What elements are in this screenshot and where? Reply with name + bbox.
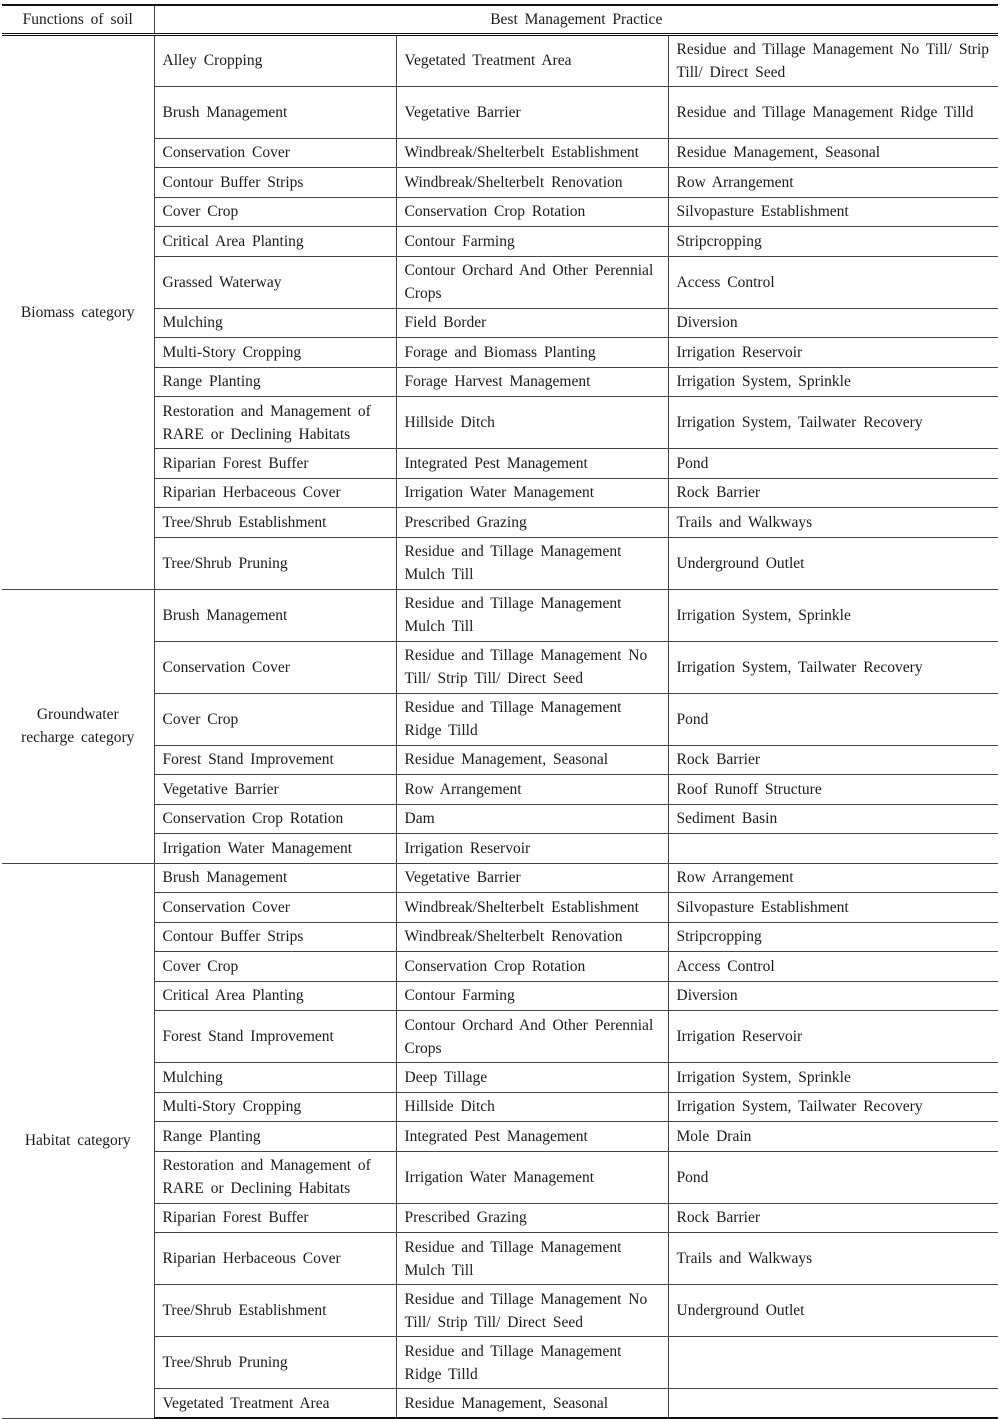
practice-cell: Underground Outlet: [668, 1285, 998, 1337]
practice-cell: Irrigation Reservoir: [668, 1011, 998, 1063]
practice-cell: Diversion: [668, 981, 998, 1011]
practice-cell: Contour Farming: [396, 227, 668, 257]
practice-cell: Residue and Tillage Management Ridge Tilld: [668, 86, 998, 138]
category-group: [2, 863, 998, 1418]
practice-cell: Residue and Tillage Management Mulch Till: [396, 1233, 668, 1285]
practice-cell: Diversion: [668, 308, 998, 338]
header-row: [2, 5, 998, 34]
practice-cell: Critical Area Planting: [154, 227, 396, 257]
practice-cell: Vegetated Treatment Area: [396, 34, 668, 86]
category-label: Groundwater recharge category: [2, 589, 154, 863]
practice-cell: Irrigation Water Management: [396, 1151, 668, 1203]
practice-cell: Irrigation Water Management: [396, 478, 668, 508]
practice-cell: Range Planting: [154, 367, 396, 397]
practice-cell: Alley Cropping: [154, 34, 396, 86]
practice-cell: Hillside Ditch: [396, 397, 668, 449]
practice-cell: Underground Outlet: [668, 537, 998, 589]
practice-cell: Vegetative Barrier: [154, 775, 396, 805]
practice-cell: Range Planting: [154, 1122, 396, 1152]
table-header: [2, 5, 998, 34]
practice-cell: Access Control: [668, 952, 998, 982]
practice-cell: Windbreak/Shelterbelt Renovation: [396, 168, 668, 198]
practice-cell: Irrigation Reservoir: [668, 338, 998, 368]
practice-cell: Contour Orchard And Other Perennial Crops: [396, 256, 668, 308]
practice-cell: Windbreak/Shelterbelt Establishment: [396, 893, 668, 923]
practice-cell: Forest Stand Improvement: [154, 1011, 396, 1063]
practice-cell: Multi-Story Cropping: [154, 1092, 396, 1122]
practice-cell: Row Arrangement: [396, 775, 668, 805]
practice-cell: Rock Barrier: [668, 745, 998, 775]
practice-cell: Pond: [668, 1151, 998, 1203]
practice-cell: Tree/Shrub Establishment: [154, 508, 396, 538]
practice-cell: Conservation Cover: [154, 641, 396, 693]
practice-cell: Riparian Herbaceous Cover: [154, 478, 396, 508]
practice-cell: Access Control: [668, 256, 998, 308]
practice-cell: Irrigation System, Sprinkle: [668, 589, 998, 641]
table-row: [2, 34, 998, 86]
practice-cell: Silvopasture Establishment: [668, 197, 998, 227]
practice-cell: Contour Farming: [396, 981, 668, 1011]
best-management-practice-header: Best Management Practice: [154, 5, 998, 34]
practice-cell: Irrigation Water Management: [154, 834, 396, 864]
practice-cell: Tree/Shrub Pruning: [154, 1337, 396, 1389]
practice-cell: Conservation Cover: [154, 893, 396, 923]
practice-cell: Brush Management: [154, 863, 396, 893]
practice-cell: Irrigation System, Tailwater Recovery: [668, 641, 998, 693]
practice-cell: Conservation Crop Rotation: [396, 952, 668, 982]
practice-cell: Irrigation Reservoir: [396, 834, 668, 864]
practice-cell: [668, 834, 998, 864]
practice-cell: Irrigation System, Sprinkle: [668, 1063, 998, 1093]
practice-cell: Riparian Forest Buffer: [154, 1203, 396, 1233]
practice-cell: Trails and Walkways: [668, 508, 998, 538]
category-label: Habitat category: [2, 863, 154, 1418]
practice-cell: Residue and Tillage Management No Till/ Strip Till/ Direct Seed: [668, 34, 998, 86]
practice-cell: Contour Orchard And Other Perennial Crops: [396, 1011, 668, 1063]
practice-cell: Mulching: [154, 308, 396, 338]
practice-cell: Residue Management, Seasonal: [668, 138, 998, 168]
practice-cell: Residue and Tillage Management Mulch Till: [396, 589, 668, 641]
table-row: [2, 589, 998, 641]
functions-of-soil-header: Functions of soil: [2, 5, 154, 34]
practice-cell: Hillside Ditch: [396, 1092, 668, 1122]
practice-cell: Silvopasture Establishment: [668, 893, 998, 923]
practice-cell: Sediment Basin: [668, 804, 998, 834]
practice-cell: Irrigation System, Sprinkle: [668, 367, 998, 397]
practice-cell: Trails and Walkways: [668, 1233, 998, 1285]
practice-cell: Cover Crop: [154, 693, 396, 745]
practice-cell: Mole Drain: [668, 1122, 998, 1152]
practice-cell: Stripcropping: [668, 922, 998, 952]
practice-cell: Conservation Crop Rotation: [154, 804, 396, 834]
practice-cell: Restoration and Management of RARE or Declining Habitats: [154, 397, 396, 449]
practice-cell: Field Border: [396, 308, 668, 338]
practice-cell: Residue and Tillage Management Ridge Tilld: [396, 693, 668, 745]
practice-cell: Vegetative Barrier: [396, 863, 668, 893]
practice-cell: Forage Harvest Management: [396, 367, 668, 397]
practice-cell: Conservation Crop Rotation: [396, 197, 668, 227]
practice-cell: [668, 1389, 998, 1419]
practice-cell: Residue and Tillage Management Mulch Till: [396, 537, 668, 589]
practice-cell: Forage and Biomass Planting: [396, 338, 668, 368]
practice-cell: Grassed Waterway: [154, 256, 396, 308]
category-group: [2, 34, 998, 589]
practice-cell: Tree/Shrub Establishment: [154, 1285, 396, 1337]
practice-cell: Prescribed Grazing: [396, 508, 668, 538]
practice-cell: Integrated Pest Management: [396, 449, 668, 479]
category-group: [2, 589, 998, 863]
practice-cell: Cover Crop: [154, 952, 396, 982]
practice-cell: Residue Management, Seasonal: [396, 745, 668, 775]
practice-cell: Riparian Forest Buffer: [154, 449, 396, 479]
practice-cell: Windbreak/Shelterbelt Renovation: [396, 922, 668, 952]
practice-cell: Stripcropping: [668, 227, 998, 257]
practice-cell: Deep Tillage: [396, 1063, 668, 1093]
practice-cell: Pond: [668, 693, 998, 745]
practice-cell: Riparian Herbaceous Cover: [154, 1233, 396, 1285]
practice-cell: Roof Runoff Structure: [668, 775, 998, 805]
practice-cell: Tree/Shrub Pruning: [154, 537, 396, 589]
practice-cell: Irrigation System, Tailwater Recovery: [668, 397, 998, 449]
practice-cell: Brush Management: [154, 589, 396, 641]
practice-cell: Brush Management: [154, 86, 396, 138]
practice-cell: Residue and Tillage Management No Till/ Strip Till/ Direct Seed: [396, 641, 668, 693]
practice-cell: Integrated Pest Management: [396, 1122, 668, 1152]
practice-cell: Windbreak/Shelterbelt Establishment: [396, 138, 668, 168]
practice-cell: Forest Stand Improvement: [154, 745, 396, 775]
practice-cell: Vegetative Barrier: [396, 86, 668, 138]
practice-cell: Rock Barrier: [668, 1203, 998, 1233]
practice-cell: Pond: [668, 449, 998, 479]
practice-cell: Rock Barrier: [668, 478, 998, 508]
practice-cell: Residue Management, Seasonal: [396, 1389, 668, 1419]
practice-cell: Residue and Tillage Management No Till/ Strip Till/ Direct Seed: [396, 1285, 668, 1337]
bmp-table: [2, 4, 998, 1419]
practice-cell: Critical Area Planting: [154, 981, 396, 1011]
practice-cell: [668, 1337, 998, 1389]
practice-cell: Dam: [396, 804, 668, 834]
category-label: Biomass category: [2, 34, 154, 589]
practice-cell: Restoration and Management of RARE or Declining Habitats: [154, 1151, 396, 1203]
practice-cell: Vegetated Treatment Area: [154, 1389, 396, 1419]
practice-cell: Multi-Story Cropping: [154, 338, 396, 368]
practice-cell: Residue and Tillage Management Ridge Tilld: [396, 1337, 668, 1389]
practice-cell: Row Arrangement: [668, 168, 998, 198]
table-row: [2, 863, 998, 893]
practice-cell: Contour Buffer Strips: [154, 168, 396, 198]
practice-cell: Mulching: [154, 1063, 396, 1093]
practice-cell: Cover Crop: [154, 197, 396, 227]
practice-cell: Irrigation System, Tailwater Recovery: [668, 1092, 998, 1122]
practice-cell: Conservation Cover: [154, 138, 396, 168]
practice-cell: Prescribed Grazing: [396, 1203, 668, 1233]
practice-cell: Row Arrangement: [668, 863, 998, 893]
practice-cell: Contour Buffer Strips: [154, 922, 396, 952]
